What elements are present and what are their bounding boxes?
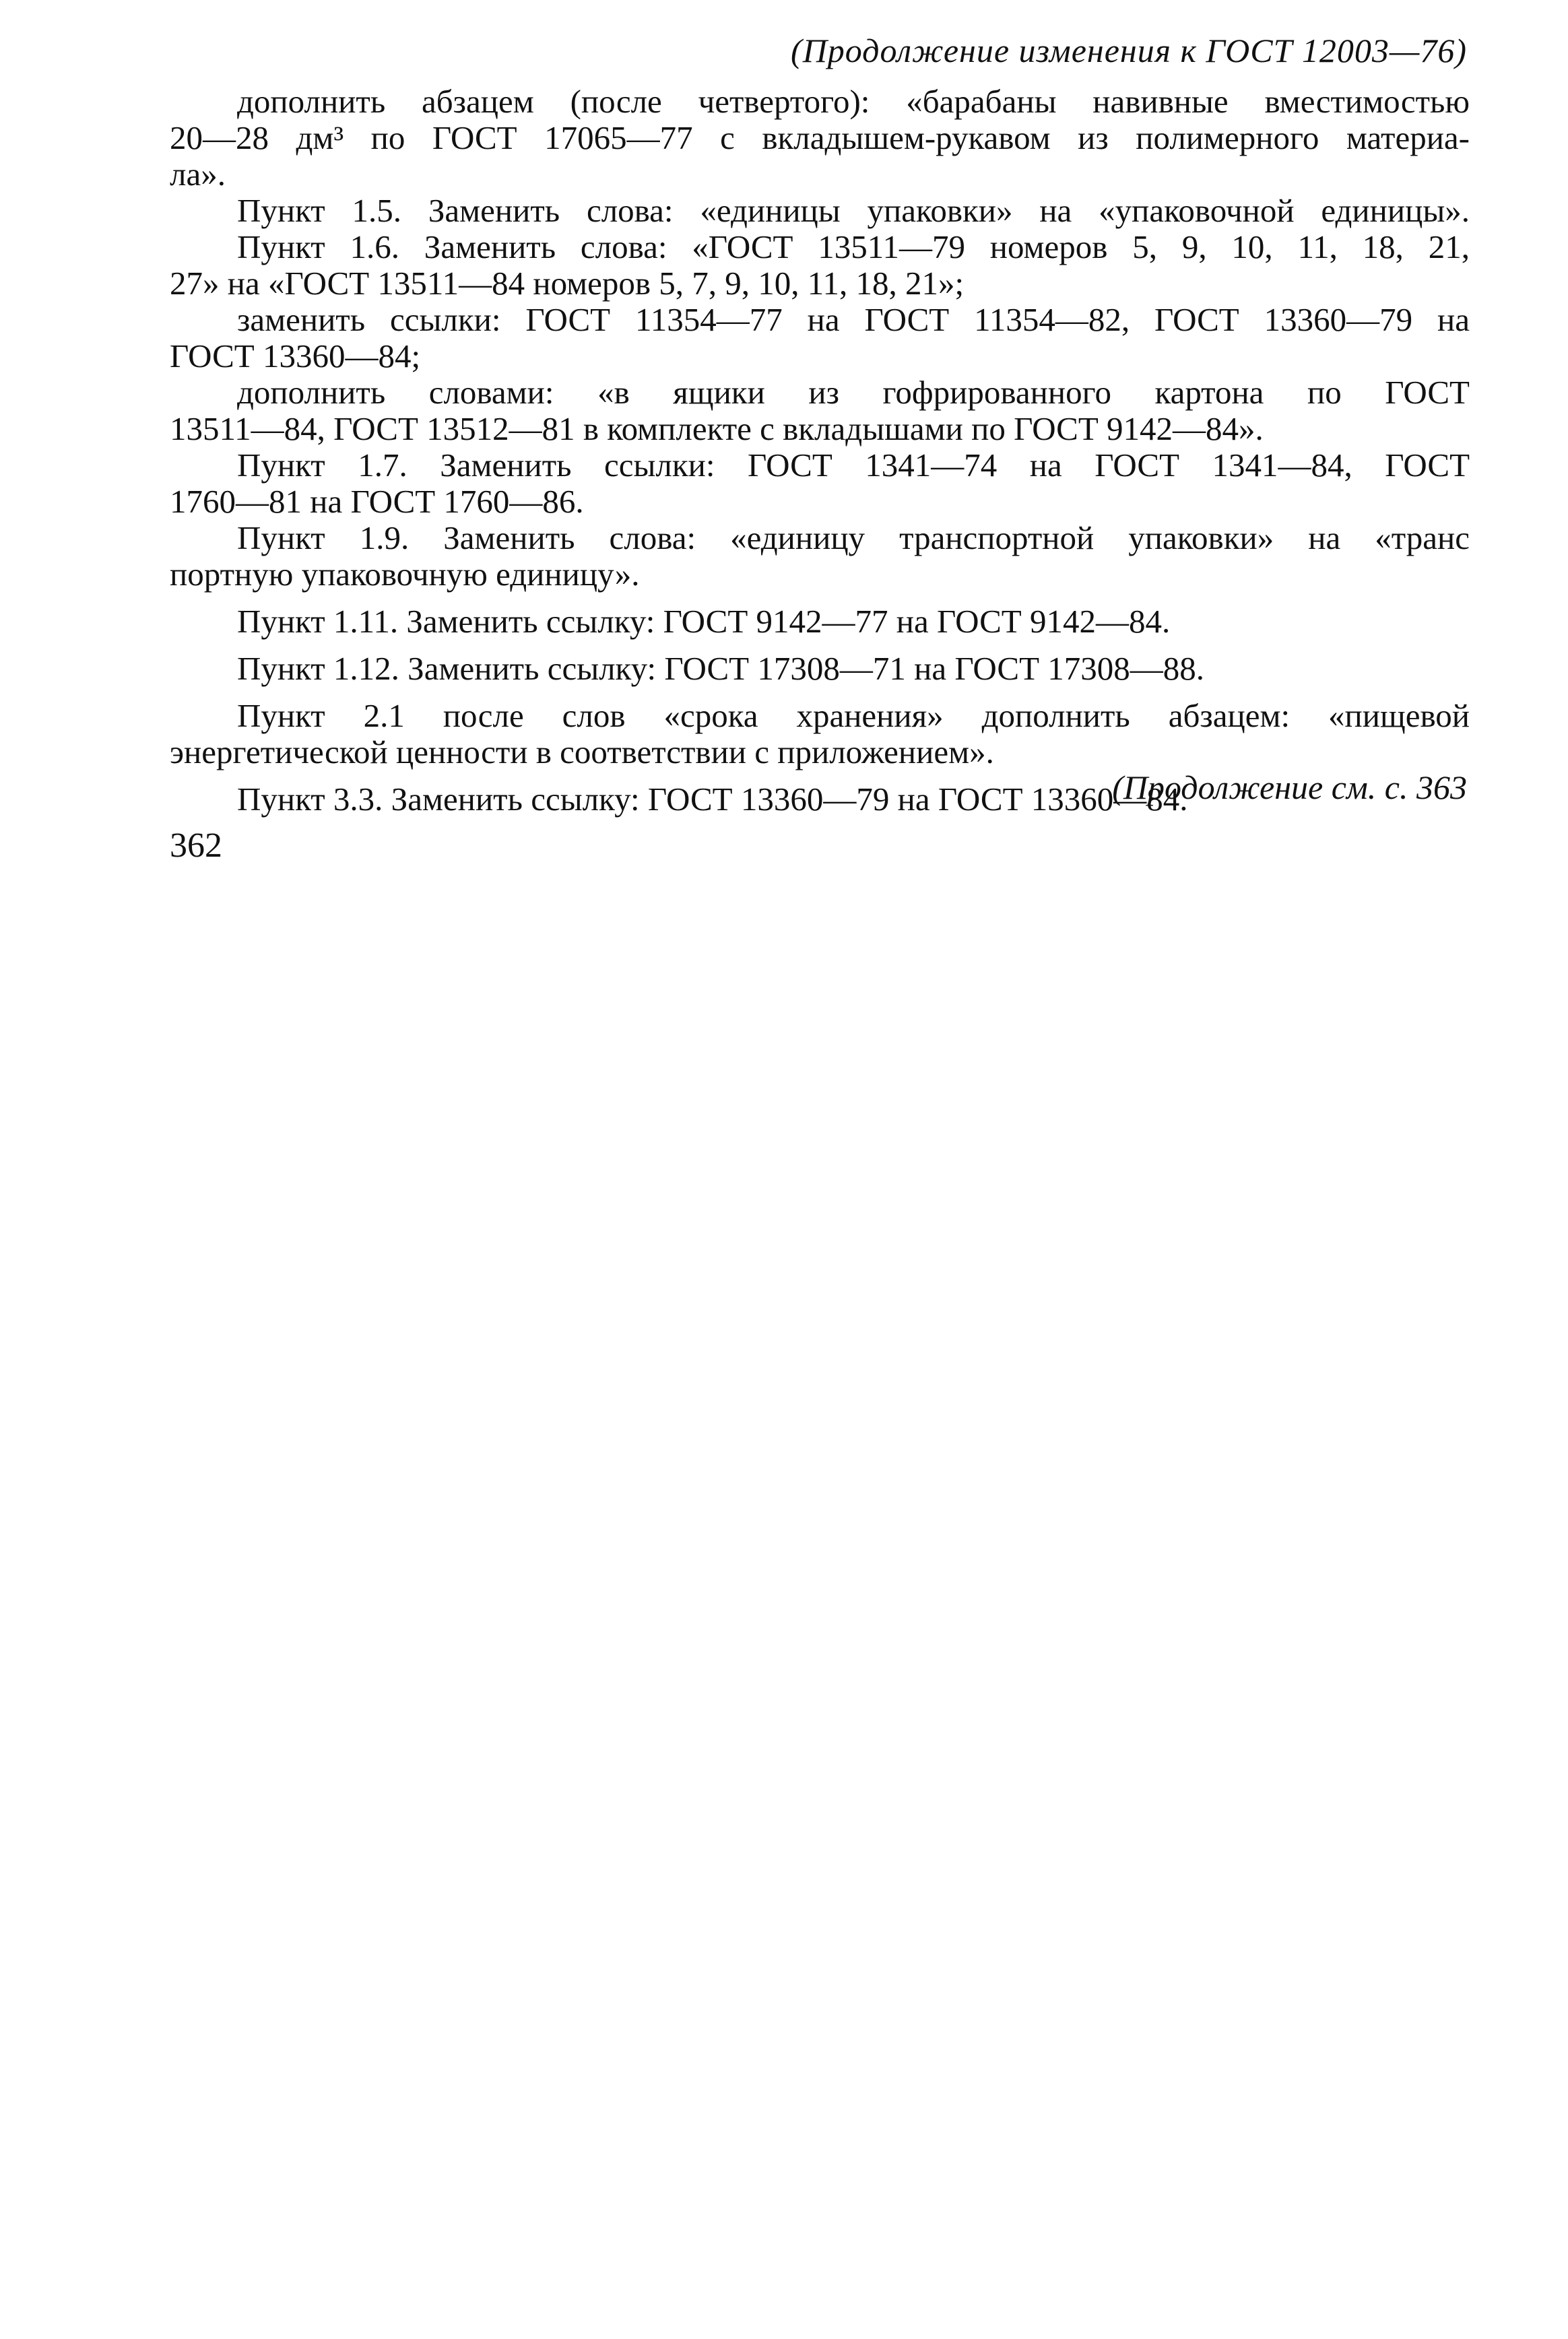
text-line: 1760—81 на ГОСТ 1760—86. bbox=[170, 483, 584, 520]
continuation-note: (Продолжение см. с. 363 bbox=[1112, 768, 1467, 806]
text-line: портную упаковочную единицу». bbox=[170, 556, 640, 593]
text-line: 27» на «ГОСТ 13511—84 номеров 5, 7, 9, 10, 11, 18, 21»; bbox=[170, 265, 965, 302]
text-line: ла». bbox=[170, 156, 226, 193]
text-line: 20—28 дм³ по ГОСТ 17065—77 с вкладышем-рукавом из полимерного материа- bbox=[170, 119, 1470, 156]
text-line: Пункт 1.5. Заменить слова: «единицы упаковки» на «упаковочной единицы». bbox=[237, 192, 1470, 229]
text-line: Пункт 2.1 после слов «срока хранения» дополнить абзацем: «пищевой bbox=[237, 697, 1470, 734]
text-line: 13511—84, ГОСТ 13512—81 в комплекте с вкладышами по ГОСТ 9142—84». bbox=[170, 410, 1264, 447]
text-line: Пункт 3.3. Заменить ссылку: ГОСТ 13360—79 на ГОСТ 13360—84. bbox=[237, 781, 1188, 818]
text-line: дополнить абзацем (после четвертого): «барабаны навивные вместимостью bbox=[237, 83, 1470, 120]
text-line: Пункт 1.6. Заменить слова: «ГОСТ 13511—79 номеров 5, 9, 10, 11, 18, 21, bbox=[237, 228, 1470, 265]
text-line: энергетической ценности в соответствии с приложением». bbox=[170, 733, 994, 770]
text-line: Пункт 1.9. Заменить слова: «единицу транспортной упаковки» на «транс bbox=[237, 519, 1470, 556]
text-line: Пункт 1.12. Заменить ссылку: ГОСТ 17308—71 на ГОСТ 17308—88. bbox=[237, 650, 1205, 687]
text-line: Пункт 1.11. Заменить ссылку: ГОСТ 9142—77 на ГОСТ 9142—84. bbox=[237, 603, 1171, 640]
text-line: Пункт 1.7. Заменить ссылки: ГОСТ 1341—74 на ГОСТ 1341—84, ГОСТ bbox=[237, 447, 1470, 484]
text-line: заменить ссылки: ГОСТ 11354—77 на ГОСТ 11354—82, ГОСТ 13360—79 на bbox=[237, 301, 1470, 338]
text-line: ГОСТ 13360—84; bbox=[170, 337, 421, 374]
paragraph-gap bbox=[170, 593, 1470, 603]
amendment-text bbox=[170, 84, 1470, 818]
text-line: дополнить словами: «в ящики из гофрированного картона по ГОСТ bbox=[237, 374, 1470, 411]
running-header: (Продолжение изменения к ГОСТ 12003—76) bbox=[791, 32, 1467, 69]
page-number: 362 bbox=[170, 826, 222, 865]
paragraph-gap bbox=[170, 687, 1470, 698]
paragraph-gap bbox=[170, 640, 1470, 651]
